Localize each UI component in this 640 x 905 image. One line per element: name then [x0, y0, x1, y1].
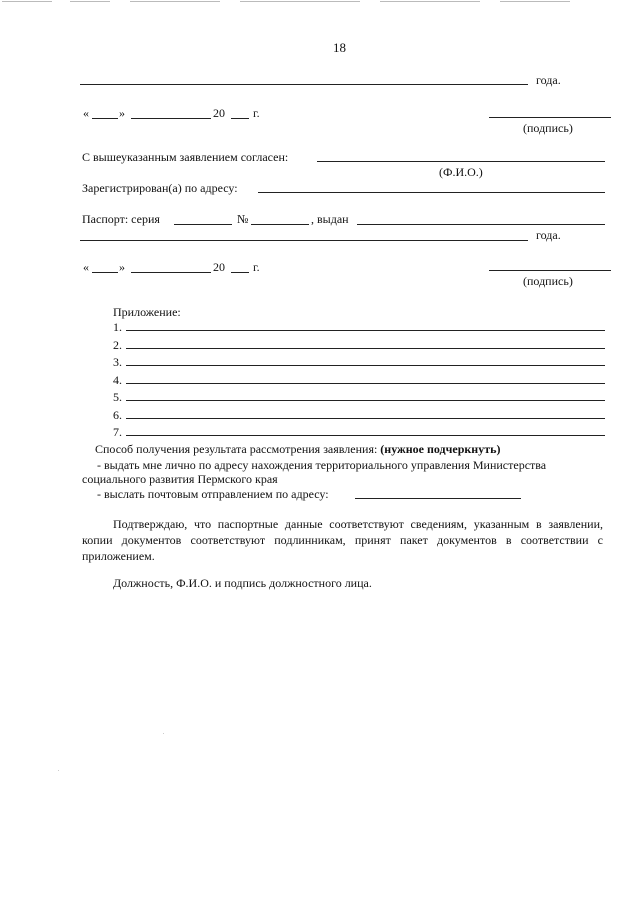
- consent-year-prefix: 20: [213, 260, 225, 274]
- consent-signature-caption: (подпись): [523, 274, 573, 288]
- scan-speck: [163, 733, 164, 734]
- passport-series-line[interactable]: [174, 224, 232, 225]
- attachment-line[interactable]: [126, 330, 605, 331]
- attachments-heading: Приложение:: [113, 305, 181, 319]
- attachment-number: 4.: [113, 373, 122, 387]
- attachment-line[interactable]: [126, 418, 605, 419]
- attachment-line[interactable]: [126, 365, 605, 366]
- signature-caption: (подпись): [523, 121, 573, 135]
- attachment-line[interactable]: [126, 400, 605, 401]
- fio-caption: (Ф.И.О.): [439, 165, 483, 179]
- field-line-year[interactable]: [80, 84, 528, 85]
- issued-label: , выдан: [311, 212, 349, 226]
- address-field-line[interactable]: [258, 192, 605, 193]
- passport-number-line[interactable]: [251, 224, 309, 225]
- method-option-personal: - выдать мне лично по адресу нахождения территориального управления Министерства: [97, 458, 547, 472]
- attachment-number: 2.: [113, 338, 122, 352]
- attachment-line[interactable]: [126, 435, 605, 436]
- consent-year-suffix: года.: [536, 228, 561, 242]
- consent-day-field-line[interactable]: [92, 272, 118, 273]
- year-unit: г.: [253, 106, 260, 120]
- attachment-line[interactable]: [126, 348, 605, 349]
- issued-by-line[interactable]: [357, 224, 605, 225]
- signature-line[interactable]: [489, 117, 611, 118]
- attachment-number: 3.: [113, 355, 122, 369]
- consent-date-close-quote: »: [119, 260, 125, 274]
- year-field-line[interactable]: [231, 118, 249, 119]
- issued-continuation-line[interactable]: [80, 240, 528, 241]
- scan-artifact-strip: [0, 0, 640, 4]
- passport-series-label: Паспорт: серия: [82, 212, 160, 226]
- passport-number-label: №: [237, 212, 249, 226]
- method-intro-text: Способ получения результата рассмотрения заявления:: [95, 442, 378, 456]
- consent-year-field-line[interactable]: [231, 272, 249, 273]
- scan-speck: [58, 770, 59, 771]
- registered-label: Зарегистрирован(а) по адресу:: [82, 181, 238, 195]
- method-option-personal-cont: социального развития Пермского края: [82, 472, 278, 486]
- consent-fio-line[interactable]: [317, 161, 605, 162]
- consent-month-field-line[interactable]: [131, 272, 211, 273]
- year-suffix: года.: [536, 73, 561, 87]
- attachment-number: 5.: [113, 390, 122, 404]
- date-open-quote: «: [83, 106, 89, 120]
- month-field-line[interactable]: [131, 118, 211, 119]
- attachment-number: 6.: [113, 408, 122, 422]
- consent-year-unit: г.: [253, 260, 260, 274]
- date-close-quote: »: [119, 106, 125, 120]
- method-intro: [95, 442, 500, 456]
- mail-address-line[interactable]: [355, 498, 521, 499]
- official-signature-label: Должность, Ф.И.О. и подпись должностного лица.: [113, 576, 372, 590]
- method-option-mail: - выслать почтовым отправлением по адресу:: [97, 487, 329, 501]
- page-number: 18: [333, 40, 346, 55]
- consent-label: С вышеуказанным заявлением согласен:: [82, 150, 289, 164]
- attachment-number: 7.: [113, 425, 122, 439]
- year-prefix: 20: [213, 106, 225, 120]
- attachment-number: 1.: [113, 320, 122, 334]
- confirmation-paragraph: Подтверждаю, что паспортные данные соответствуют сведениям, указанным в заявлении, копии документов соответствуют подлинникам, принят пакет документов в соответствии с приложением.: [82, 517, 603, 563]
- day-field-line[interactable]: [92, 118, 118, 119]
- consent-signature-line[interactable]: [489, 270, 611, 271]
- consent-date-open-quote: «: [83, 260, 89, 274]
- method-intro-bold: (нужное подчеркнуть): [380, 442, 501, 456]
- attachment-line[interactable]: [126, 383, 605, 384]
